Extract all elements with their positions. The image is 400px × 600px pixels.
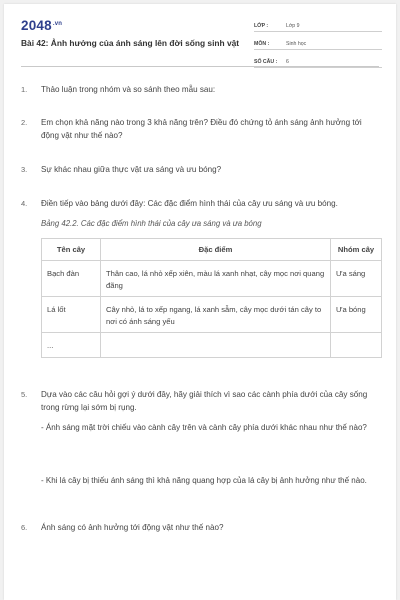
- question-number: 6.: [21, 523, 28, 532]
- lesson-title: Bài 42: Ảnh hưởng của ánh sáng lên đời sống sinh vật: [21, 38, 240, 48]
- table-cell: [331, 333, 382, 358]
- table-cell: Ưa sáng: [331, 261, 382, 297]
- question-6: [21, 522, 381, 535]
- sub-question-1: - Ánh sáng mặt trời chiếu vào cành cây trên và cành cây phía dưới khác nhau như thế nào?: [41, 423, 367, 432]
- table-caption: Bảng 42.2. Các đặc điểm hình thái của cây ưa sáng và ưa bóng: [41, 219, 262, 228]
- table-cell: Ưa bóng: [331, 297, 382, 333]
- morphology-table: [41, 238, 382, 358]
- question-number: 3.: [21, 165, 28, 174]
- meta-row-class: [254, 17, 382, 32]
- table-row: [42, 297, 382, 333]
- logo-suffix: .vn: [52, 20, 63, 27]
- table-cell: [101, 333, 331, 358]
- question-number: 4.: [21, 199, 28, 208]
- question-number: 1.: [21, 85, 28, 94]
- site-logo[interactable]: [21, 18, 62, 33]
- table-row: [42, 333, 382, 358]
- question-text: Điền tiếp vào bảng dưới đây: Các đặc điểm hình thái của cây ưu sáng và ưu bóng.: [41, 199, 338, 208]
- question-text: Sự khác nhau giữa thực vật ưa sáng và ưu bóng?: [41, 165, 222, 174]
- table-cell: ...: [42, 333, 101, 358]
- question-4: [21, 198, 381, 211]
- meta-value: 6: [286, 59, 289, 65]
- table-cell: Cây nhỏ, lá to xếp ngang, lá xanh sẫm, cây mọc dưới tán cây to nơi có ánh sáng yếu: [101, 297, 331, 333]
- table-header-row: [42, 239, 382, 261]
- meta-value: Lớp 9: [286, 23, 300, 29]
- question-number: 2.: [21, 118, 28, 127]
- column-header: Đặc điểm: [101, 239, 331, 261]
- table-row: [42, 261, 382, 297]
- column-header: Nhóm cây: [331, 239, 382, 261]
- meta-label: LỚP :: [254, 23, 269, 29]
- meta-row-subject: [254, 35, 382, 50]
- meta-label: MÔN :: [254, 41, 270, 47]
- meta-value: Sinh học: [286, 41, 307, 47]
- question-2: [21, 117, 381, 142]
- table-cell: Lá lốt: [42, 297, 101, 333]
- worksheet-page: [4, 4, 396, 600]
- sub-question-2: - Khi lá cây bị thiếu ánh sáng thì khả năng quang hợp của lá cây bị ảnh hưởng như thế nào.: [41, 476, 367, 485]
- column-header: Tên cây: [42, 239, 101, 261]
- logo-text: 2048: [21, 18, 52, 33]
- question-3: [21, 164, 381, 177]
- question-1: [21, 84, 381, 97]
- question-number: 5.: [21, 390, 28, 399]
- question-text: Em chọn khả năng nào trong 3 khả năng trên? Điều đó chứng tỏ ánh sáng ảnh hưởng tới động vật như thế nào?: [41, 118, 362, 140]
- question-text: Thảo luận trong nhóm và so sánh theo mẫu sau:: [41, 85, 216, 94]
- table-cell: Bạch đàn: [42, 261, 101, 297]
- meta-info: [254, 17, 382, 71]
- meta-label: SỐ CÂU :: [254, 59, 278, 65]
- question-5: [21, 389, 381, 414]
- table-cell: Thân cao, lá nhỏ xếp xiên, màu lá xanh nhạt, cây mọc nơi quang đãng: [101, 261, 331, 297]
- header-divider: [21, 66, 379, 67]
- question-text: Dựa vào các câu hỏi gợi ý dưới đây, hãy giải thích vì sao các cành phía dưới của cây sống trong rừng lại sớm bị rụng.: [41, 390, 368, 412]
- question-text: Ánh sáng có ảnh hưởng tới động vật như thế nào?: [41, 523, 224, 532]
